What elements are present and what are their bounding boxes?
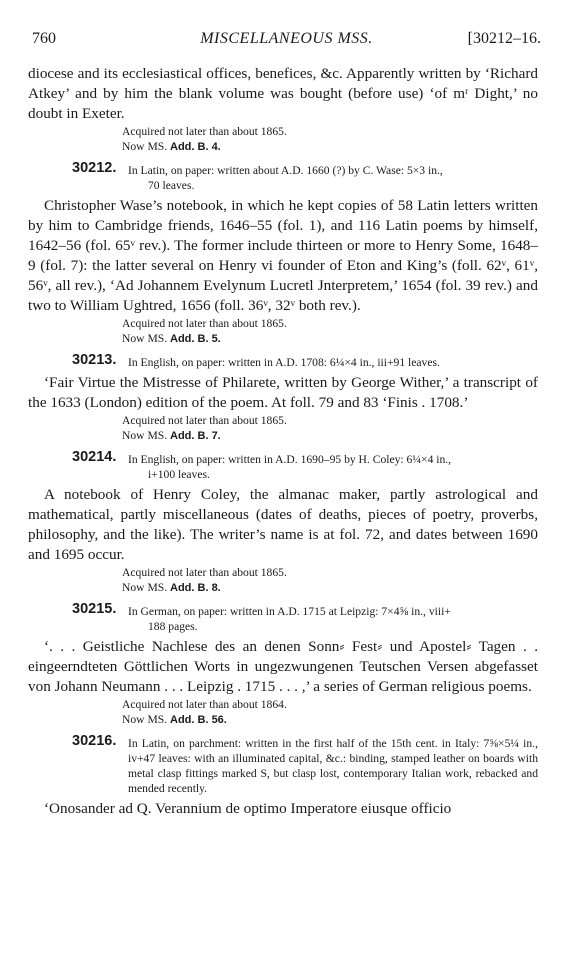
ms-number: Add. B. 56.: [170, 714, 227, 726]
entry-description-cont: 188 pages.: [148, 620, 198, 633]
entry-description: In German, on paper: written in A.D. 1715 at Leipzig: 7×4⅝ in., viii+: [128, 605, 451, 618]
entry-heading: [28, 601, 538, 634]
entry-heading: [28, 352, 538, 370]
entry-body: A notebook of Henry Coley, the almanac maker, partly astrological and mathematical, partly miscellaneous (dates of deaths, pieces of poetry, proverbs, philosophy, and the like). The writer’s name is at fol. 72, and dates between 1690 and 1695 occur.: [28, 486, 538, 563]
entry-description: In Latin, on paper: written about A.D. 1660 (?) by C. Wase: 5×3 in.,: [128, 164, 443, 177]
intro-shelfmark: [122, 139, 538, 155]
now-prefix: Now MS.: [122, 581, 168, 594]
entry-shelfmark: [122, 580, 538, 596]
entry-number: 30215.: [72, 601, 117, 617]
entry-heading: [28, 449, 538, 482]
entry-range: [30212–16.: [467, 30, 541, 47]
entry-number: 30214.: [72, 449, 117, 465]
entry-shelfmark: [122, 428, 538, 444]
catalogue-entry-30216: [28, 733, 538, 819]
entry-description: In English, on paper: written in A.D. 1690–95 by H. Coley: 6¼×4 in.,: [128, 453, 452, 466]
ms-number: Add. B. 8.: [170, 582, 221, 594]
catalogue-entry-30213: [28, 352, 538, 444]
page-body: [28, 64, 538, 819]
entry-number: 30216.: [72, 733, 117, 749]
entry-shelfmark: [122, 712, 538, 728]
entry-description: In Latin, on parchment: written in the first half of the 15th cent. in Italy: 7⅝×5¼ in., iv+47 leaves: with an illuminated capital, &c.: binding, stamped leather on boards with metal clasp fittings marked S, but clasp lost, contemporary Italian work, rebacked and mended recently.: [128, 737, 538, 795]
entry-shelfmark: [122, 331, 538, 347]
entry-acquired: Acquired not later than about 1864.: [122, 698, 287, 711]
now-prefix: Now MS.: [122, 713, 168, 726]
entry-acquired: Acquired not later than about 1865.: [122, 414, 287, 427]
now-prefix: Now MS.: [122, 140, 168, 153]
entry-description-cont: 70 leaves.: [148, 179, 195, 192]
ms-number: Add. B. 4.: [170, 141, 221, 153]
running-title: MISCELLANEOUS MSS.: [200, 30, 373, 47]
entry-body: ‘. . . Geistliche Nachlese des an denen Sonn⸗ Fest⸗ und Apostel⸗ Tagen . . eingeerndteten Göttlichen Worts in ungezwungenen Teutschen Versen abgefasset von Johann Neumann . . . Leipzig . 1715 . . . ,’ a series of German religious poems.: [28, 638, 538, 695]
entry-acquired: Acquired not later than about 1865.: [122, 317, 287, 330]
entry-number: 30212.: [72, 160, 117, 176]
catalogue-entry-30212: [28, 160, 538, 347]
now-prefix: Now MS.: [122, 332, 168, 345]
entry-heading: [28, 160, 538, 193]
catalogue-entry-30214: [28, 449, 538, 596]
page-number: 760: [32, 30, 56, 47]
entry-heading: [28, 733, 538, 796]
catalogue-entry-30215: [28, 601, 538, 728]
running-header: [32, 30, 541, 52]
entry-acquired: Acquired not later than about 1865.: [122, 566, 287, 579]
entry-body: Christopher Wase’s notebook, in which he kept copies of 58 Latin letters written by him to Cambridge friends, 1646–55 (fol. 1), and 116 Latin poems by himself, 1642–56 (fol. 65ᵛ rev.). The former include thirteen or more to Henry Some, 1648–9 (fol. 7): the latter several on Henry vi founder of Eton and King’s (foll. 62ᵛ, 61ᵛ, 56ᵛ, all rev.), ‘Ad Johannem Evelynum Lucretl Jnterpretem,’ 1654 (fol. 39 rev.) and two to William Ughtred, 1656 (foll. 36ᵛ, 32ᵛ both rev.).: [28, 197, 538, 314]
intro-block: [28, 64, 538, 155]
intro-text: diocese and its ecclesiastical offices, benefices, &c. Apparently written by ‘Richard Atkey’ and by him the blank volume was bought (before use) ‘of mʳ Dight,’ no doubt in Exeter.: [28, 65, 538, 122]
entry-description: In English, on paper: written in A.D. 1708: 6¼×4 in., iii+91 leaves.: [128, 356, 440, 369]
entry-description-cont: i+100 leaves.: [148, 468, 210, 481]
entry-body: ‘Fair Virtue the Mistresse of Philarete, written by George Wither,’ a transcript of the 1633 (London) edition of the poem. At foll. 79 and 83 ‘Finis . 1708.’: [28, 374, 538, 411]
now-prefix: Now MS.: [122, 429, 168, 442]
ms-number: Add. B. 5.: [170, 333, 221, 345]
entry-body: ‘Onosander ad Q. Verannium de optimo Imperatore eiusque officio: [44, 800, 452, 817]
entry-number: 30213.: [72, 352, 117, 368]
intro-acquired: Acquired not later than about 1865.: [122, 125, 287, 138]
ms-number: Add. B. 7.: [170, 430, 221, 442]
